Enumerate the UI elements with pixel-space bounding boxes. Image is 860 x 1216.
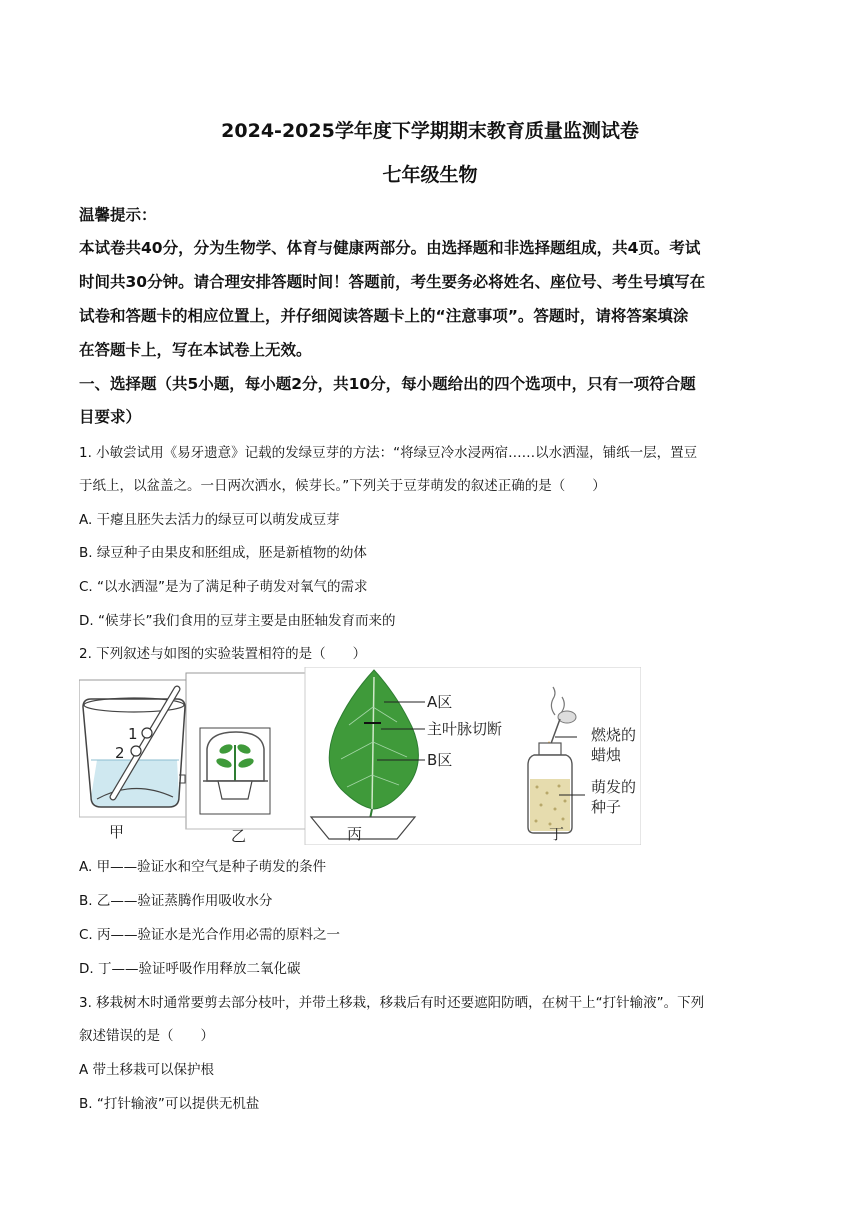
notice-line: 时间共30分钟。请合理安排答题时间！答题前，考生要务必将姓名、座位号、考生号填写在 xyxy=(79,273,706,291)
exam-subtitle: 七年级生物 xyxy=(382,164,478,186)
section-heading: 一、选择题（共5小题，每小题2分，共10分，每小题给出的四个选项中，只有一项符合题 xyxy=(79,375,696,393)
q1-option-a: A. 干瘪且胚失去活力的绿豆可以萌发成豆芽 xyxy=(79,512,340,528)
notice-line: 在答题卡上，写在本试卷上无效。 xyxy=(79,341,312,359)
label-bing: 丙 xyxy=(347,825,363,843)
jar-label-germinating: 萌发的 xyxy=(591,778,637,796)
q1-stem-cont: 于纸上，以盆盖之。一日两次洒水，候芽长。”下列关于豆芽萌发的叙述正确的是（ ） xyxy=(79,478,606,494)
notice-line: 本试卷共40分，分为生物学、体育与健康两部分。由选择题和非选择题组成，共4页。考试 xyxy=(79,239,701,257)
q2-option-b: B. 乙——验证蒸腾作用吸收水分 xyxy=(79,893,273,909)
notice-heading: 温馨提示： xyxy=(79,206,157,224)
leaf-label-b: B区 xyxy=(427,751,453,769)
marker-1: 1 xyxy=(128,725,138,743)
q3-stem-cont: 叙述错误的是（ ） xyxy=(79,1028,214,1044)
label-ding: 丁 xyxy=(549,825,565,843)
beaker-apparatus xyxy=(83,689,185,841)
leaf-label-vein: 主叶脉切断 xyxy=(427,720,503,738)
leaf-label-a: A区 xyxy=(427,693,453,711)
q3-option-b: B. “打针输液”可以提供无机盐 xyxy=(79,1096,260,1112)
q2-option-c: C. 丙——验证水是光合作用必需的原料之一 xyxy=(79,927,341,943)
q1-stem: 1. 小敏尝试用《易牙遗意》记载的发绿豆芽的方法：“将绿豆冷水浸两宿……以水洒湿，铺纸一层，置豆 xyxy=(79,445,698,461)
experiment-figure xyxy=(79,667,641,845)
q2-option-d: D. 丁——验证呼吸作用释放二氧化碳 xyxy=(79,961,301,977)
q1-option-d: D. “候芽长”我们食用的豆芽主要是由胚轴发育而来的 xyxy=(79,613,396,629)
label-yi: 乙 xyxy=(231,827,247,845)
q3-stem: 3. 移栽树木时通常要剪去部分枝叶，并带土移栽，移栽后有时还要遮阳防晒，在树干上“打针输液”。下列 xyxy=(79,995,705,1011)
label-jia: 甲 xyxy=(109,823,125,841)
q1-option-b: B. 绿豆种子由果皮和胚组成，胚是新植物的幼体 xyxy=(79,545,367,561)
exam-title: 2024-2025学年度下学期期末教育质量监测试卷 xyxy=(221,120,639,142)
q2-stem: 2. 下列叙述与如图的实验装置相符的是（ ） xyxy=(79,646,367,662)
bell-jar-plant xyxy=(200,728,270,845)
q2-option-a: A. 甲——验证水和空气是种子萌发的条件 xyxy=(79,859,327,875)
leaf-diagram xyxy=(311,670,502,843)
q1-option-c: C. “以水洒湿”是为了满足种子萌发对氧气的需求 xyxy=(79,579,368,595)
jar-label-seeds: 种子 xyxy=(591,798,622,816)
marker-2: 2 xyxy=(115,744,125,762)
q3-option-a: A 带土移栽可以保护根 xyxy=(79,1062,215,1078)
jar-label-candle: 蜡烛 xyxy=(591,746,622,764)
section-heading-cont: 目要求） xyxy=(79,408,142,426)
notice-line: 试卷和答题卡的相应位置上，并仔细阅读答题卡上的“注意事项”。答题时，请将答案填涂 xyxy=(79,307,689,325)
jar-label-burning: 燃烧的 xyxy=(591,726,637,744)
jar-apparatus xyxy=(528,687,636,843)
